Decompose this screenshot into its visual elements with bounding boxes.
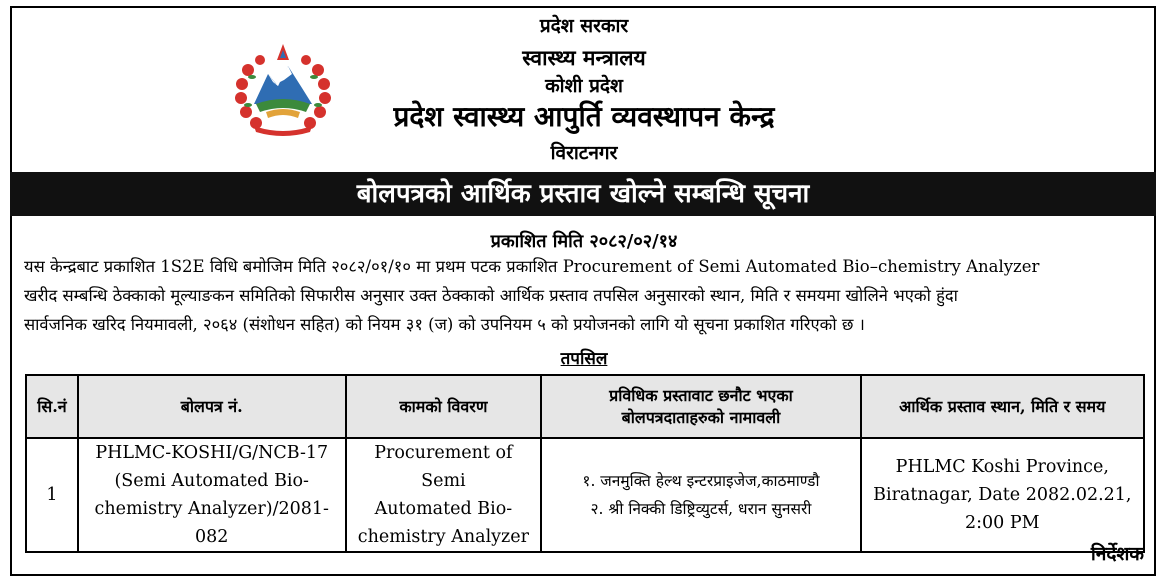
description-line: Procurement of Semi	[374, 443, 513, 491]
notice-paragraph	[24, 252, 1142, 339]
header-qualified-bidders-line: प्रविधिक प्रस्तावाट छनौट भएका	[609, 385, 793, 405]
header-line-ministry: स्वास्थ्य मन्त्रालय	[522, 45, 646, 70]
table-row	[26, 438, 1144, 552]
header-description: कामको विवरण	[346, 375, 542, 438]
cell-description	[346, 438, 542, 552]
financial-line: 2:00 PM	[965, 513, 1040, 533]
header-bid-number: बोलपत्र नं.	[78, 375, 346, 438]
details-table	[25, 374, 1145, 553]
header-line-office: प्रदेश स्वास्थ्य आपुर्ति व्यवस्थापन केन्द्र	[393, 100, 775, 133]
bidder-name: २. श्री निक्की डिष्ट्रिव्युटर्स, धरान सुनसरी	[590, 500, 812, 518]
paragraph-line: यस केन्द्रबाट प्रकाशित 1S2E विधि बमोजिम मिति २०८२/०१/१० मा प्रथम पटक प्रकाशित Procurement of Semi Automated Bio–chemistry Analyzer	[24, 257, 1040, 276]
cell-bid-number	[78, 438, 346, 552]
details-heading	[0, 346, 1168, 369]
notice-title-banner: बोलपत्रको आर्थिक प्रस्ताव खोल्ने सम्बन्धि सूचना	[10, 172, 1156, 216]
financial-line: PHLMC Koshi Province,	[895, 457, 1109, 477]
bid-number-line: (Semi Automated Bio-	[114, 471, 309, 491]
header-line-province: कोशी प्रदेश	[545, 75, 623, 97]
financial-line: Biratnagar, Date 2082.02.21,	[873, 485, 1132, 505]
cell-financial-opening	[861, 438, 1144, 552]
description-line: Automated Bio-	[374, 499, 513, 519]
bid-number-line: PHLMC-KOSHI/G/NCB-17	[95, 443, 329, 463]
header-qualified-bidders	[541, 375, 860, 438]
header-line-province-govt: प्रदेश सरकार	[539, 15, 629, 37]
published-date: प्रकाशित मिति २०८२/०२/१४	[490, 231, 678, 252]
paragraph-line: सार्वजनिक खरिद नियमावली, २०६४ (संशोधन सहित) को नियम ३१ (ज) को उपनियम ५ को प्रयोजनको लागि यो सूचना प्रकाशित गरिएको छ ।	[24, 315, 865, 334]
header-sn: सि.नं	[26, 375, 78, 438]
bidder-name: १. जनमुक्ति हेल्थ इन्टरप्राइजेज,काठमाण्डौ	[582, 472, 820, 490]
cell-sn: 1	[26, 438, 78, 552]
description-line: chemistry Analyzer	[357, 527, 529, 547]
cell-qualified-bidders	[541, 438, 860, 552]
details-heading-text: तपसिल	[560, 349, 608, 369]
table-header-row	[26, 375, 1144, 438]
header-qualified-bidders-line: बोलपत्रदाताहरुको नामावली	[621, 407, 781, 427]
header-line-city: विराटनगर	[550, 142, 618, 164]
paragraph-line: खरीद सम्बन्धि ठेक्काको मूल्याङकन समितिको सिफारीस अनुसार उक्त ठेक्काको आर्थिक प्रस्ताव तपसिल अनुसारको स्थान, मिति र समयमा खोलिने भएको हुंदा	[24, 286, 958, 305]
header-financial-opening: आर्थिक प्रस्ताव स्थान, मिति र समय	[861, 375, 1144, 438]
signature-director: निर्देशक	[1090, 543, 1144, 565]
bid-number-line: chemistry Analyzer)/2081-082	[94, 499, 329, 547]
